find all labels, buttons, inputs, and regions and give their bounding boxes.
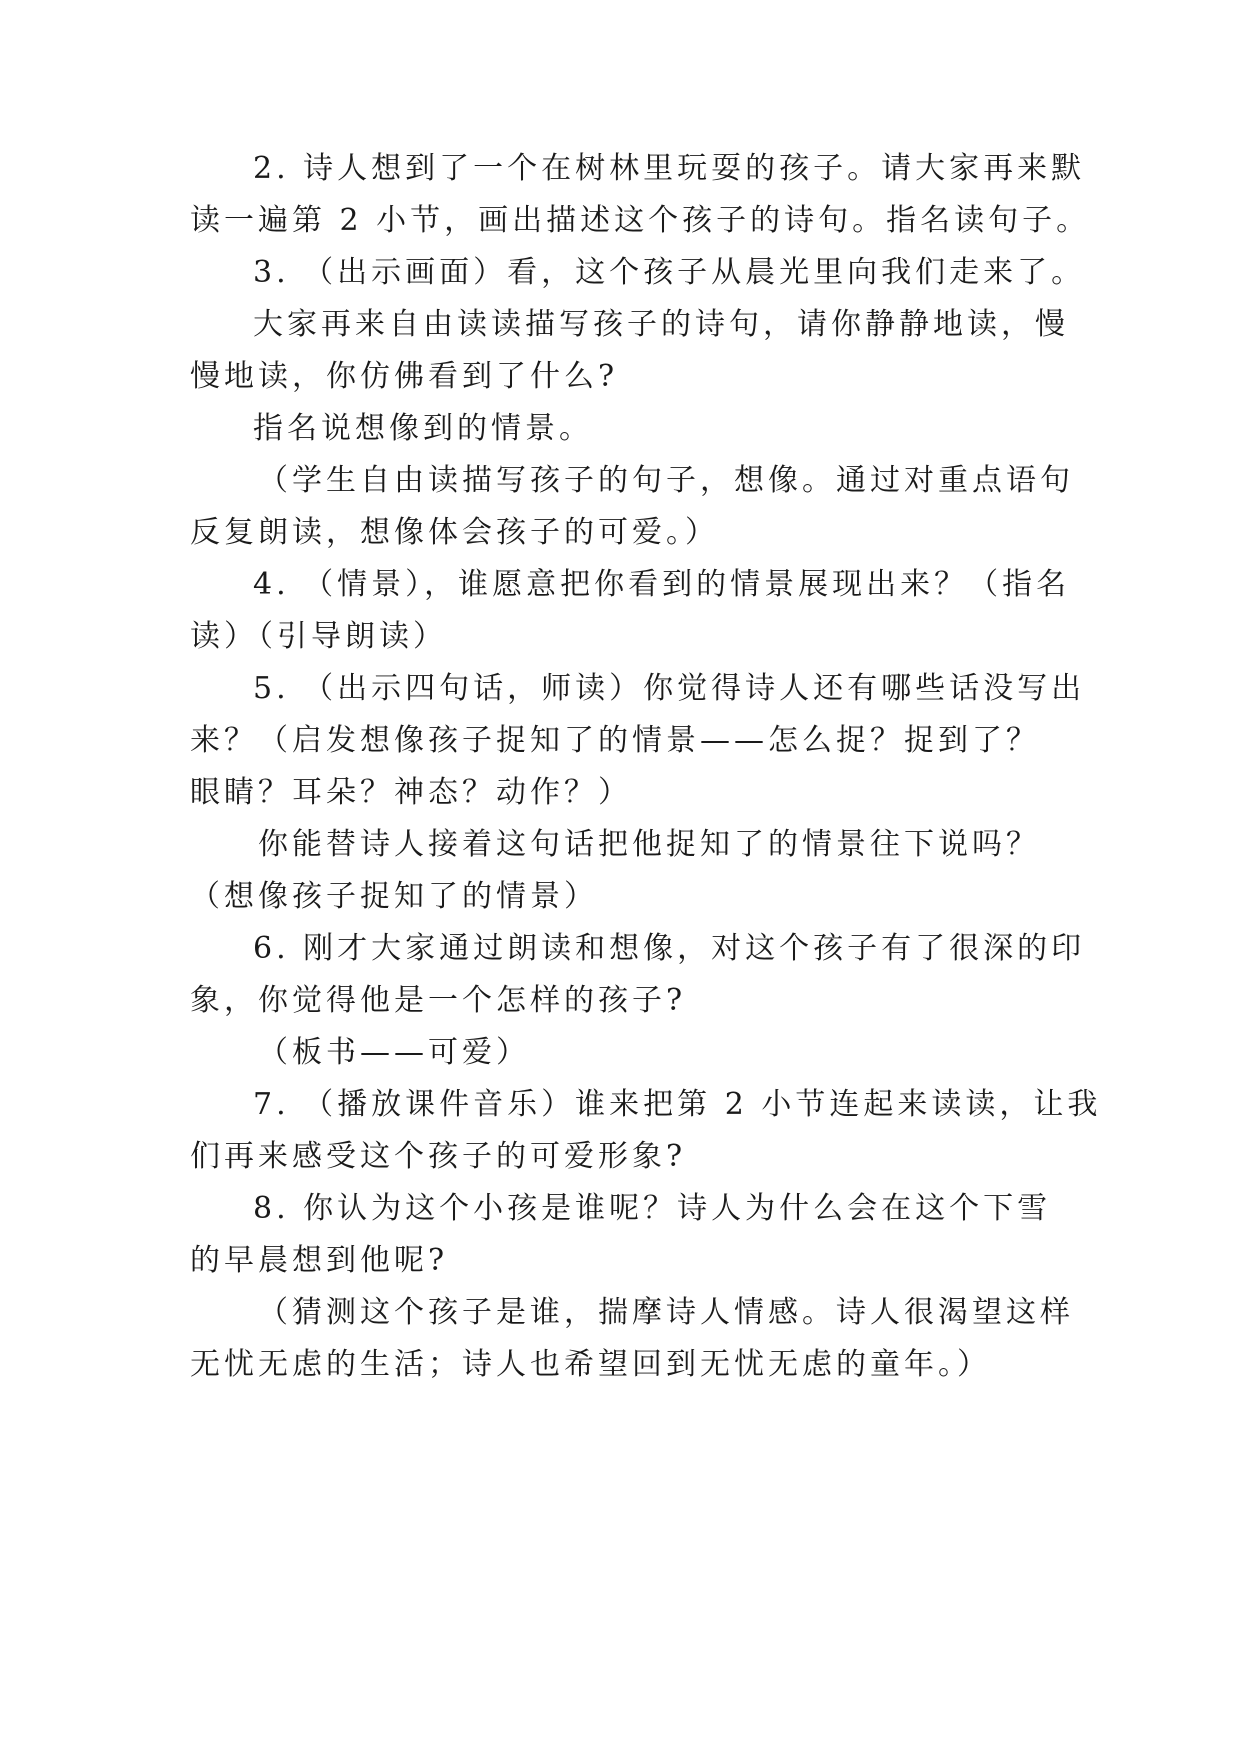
paragraph-8-line-1: 8. 你认为这个小孩是谁呢？诗人为什么会在这个下雪 — [253, 1191, 1052, 1226]
paragraph-3b-line-2: 慢地读，你仿佛看到了什么? — [190, 359, 619, 394]
paragraph-5b-line-2: （想像孩子捉知了的情景） — [190, 879, 598, 914]
paragraph-3d-line-1: （学生自由读描写孩子的句子，想像。通过对重点语句 — [258, 463, 1074, 498]
paragraph-3-line-1: 3. （出示画面）看，这个孩子从晨光里向我们走来了。 — [253, 255, 1086, 290]
paragraph-6-line-1: 6. 刚才大家通过朗读和想像，对这个孩子有了很深的印 — [253, 931, 1086, 966]
paragraph-6-line-2: 象，你觉得他是一个怎样的孩子? — [190, 983, 687, 1018]
paragraph-2-line-1: 2. 诗人想到了一个在树林里玩耍的孩子。请大家再来默 — [253, 151, 1086, 186]
paragraph-8-line-2: 的早晨想到他呢? — [190, 1243, 449, 1278]
paragraph-4-line-2: 读）（引导朗读） — [190, 619, 447, 654]
paragraph-3b-line-1: 大家再来自由读读描写孩子的诗句，请你静静地读，慢 — [253, 307, 1069, 342]
paragraph-5-line-3: 眼睛？耳朵？神态？动作？） — [190, 775, 632, 810]
paragraph-7-line-2: 们再来感受这个孩子的可爱形象? — [190, 1139, 687, 1174]
paragraph-5-line-1: 5. （出示四句话，师读）你觉得诗人还有哪些话没写出 — [253, 671, 1086, 706]
paragraph-8b-line-1: （猜测这个孩子是谁，揣摩诗人情感。诗人很渴望这样 — [258, 1295, 1074, 1330]
paragraph-5-line-2: 来？（启发想像孩子捉知了的情景——怎么捉？捉到了？ — [190, 723, 1040, 758]
paragraph-3d-line-2: 反复朗读，想像体会孩子的可爱。） — [190, 515, 719, 550]
paragraph-2-line-2: 读一遍第 2 小节，画出描述这个孩子的诗句。指名读句子。 — [190, 203, 1091, 238]
paragraph-8b-line-2: 无忧无虑的生活；诗人也希望回到无忧无虑的童年。） — [190, 1347, 991, 1382]
paragraph-6b-line-1: （板书——可爱） — [258, 1035, 530, 1070]
paragraph-4-line-1: 4. （情景），谁愿意把你看到的情景展现出来？（指名 — [253, 567, 1071, 602]
paragraph-7-line-1: 7. （播放课件音乐）谁来把第 2 小节连起来读读，让我 — [253, 1087, 1102, 1122]
paragraph-5b-line-1: 你能替诗人接着这句话把他捉知了的情景往下说吗？ — [258, 827, 1040, 862]
paragraph-3c-line-1: 指名说想像到的情景。 — [253, 411, 593, 446]
